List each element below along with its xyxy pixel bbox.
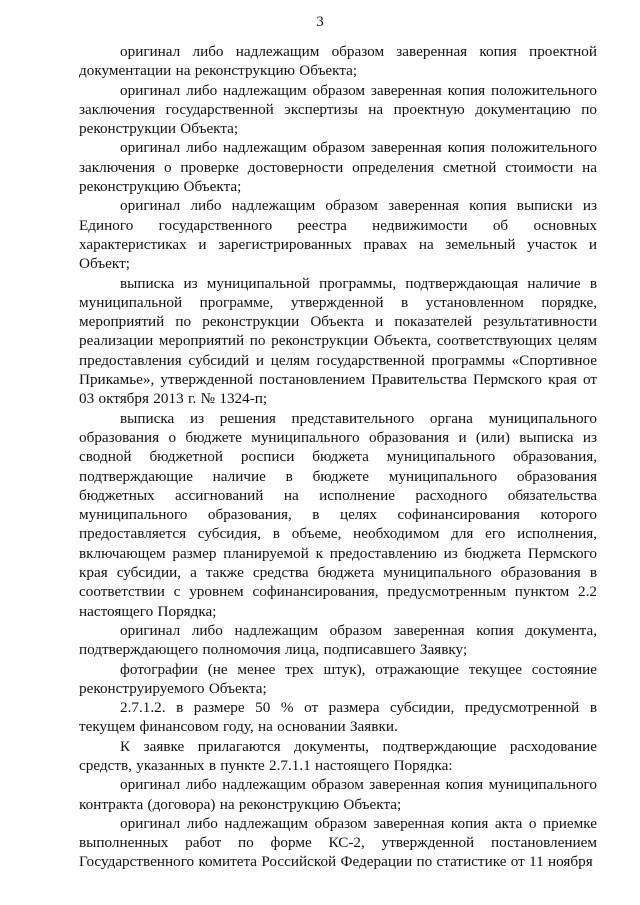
paragraph-authority-document: оригинал либо надлежащим образом заверенная копия документа, подтверждающего полномочия лица, подписавшего Заявку; <box>79 621 597 659</box>
paragraph-municipal-program: выписка из муниципальной программы, подтверждающая наличие в муниципальной программе, утвержденной в установленном порядке, мероприятий по реконструкции Объекта и показателей результативности реализации мероприятий по реконструкции Объекта, соответствующих целям предоставления субсидий и целям государственной программы «Спортивное Прикамье», утвержденной постановлением Правительства Пермского края от 03 октября 2013 г. № 1324-п; <box>79 274 597 408</box>
paragraph-budget-extract: выписка из решения представительного органа муниципального образования о бюджете муниципального образования и (или) выписка из сводной бюджетной росписи бюджета муниципального образования, подтверждающие наличие в бюджете муниципального образования бюджетных ассигнований на исполнение расходного обязательства муниципального образования, в целях софинансирования которого предоставляется субсидия, в объеме, необходимом для его исполнения, включающем размер планируемой к предоставлению из бюджета Пермского края субсидии, а также средства бюджета муниципального образования в соответствии с уровнем софинансирования, предусмотренным пунктом 2.2 настоящего Порядка; <box>79 409 597 620</box>
paragraph-attached-documents: К заявке прилагаются документы, подтверждающие расходование средств, указанных в пункте 2.7.1.1 настоящего Порядка: <box>79 737 597 774</box>
paragraph-clause-2-7-1-2: 2.7.1.2. в размере 50 % от размера субсидии, предусмотренной в текущем финансовом году, на основании Заявки. <box>79 699 597 736</box>
paragraph-registry-extract: оригинал либо надлежащим образом заверенная копия выписки из Единого государственного реестра недвижимости об основных характеристиках и зарегистрированных правах на земельный участок и Объект; <box>79 197 597 273</box>
paragraph-municipal-contract: оригинал либо надлежащим образом заверенная копия муниципального контракта (договора) на реконструкцию Объекта; <box>79 776 597 813</box>
document-body <box>79 42 597 872</box>
paragraph-project-documentation: оригинал либо надлежащим образом заверенная копия проектной документации на реконструкцию Объекта; <box>79 43 597 80</box>
page-number: 3 <box>316 14 324 30</box>
paragraph-cost-verification: оригинал либо надлежащим образом заверенная копия положительного заключения о проверке достоверности определения сметной стоимости на реконструкцию Объекта; <box>79 139 597 196</box>
paragraph-ks2-act: оригинал либо надлежащим образом заверенная копия акта о приемке выполненных работ по форме КС-2, утвержденной постановлением Государственного комитета Российской Федерации по статистике от 11 ноября <box>79 814 597 871</box>
paragraph-state-expertise: оригинал либо надлежащим образом заверенная копия положительного заключения государственной экспертизы на проектную документацию по реконструкции Объекта; <box>79 81 597 138</box>
paragraph-photographs: фотографии (не менее трех штук), отражающие текущее состояние реконструируемого Объекта; <box>79 660 597 697</box>
